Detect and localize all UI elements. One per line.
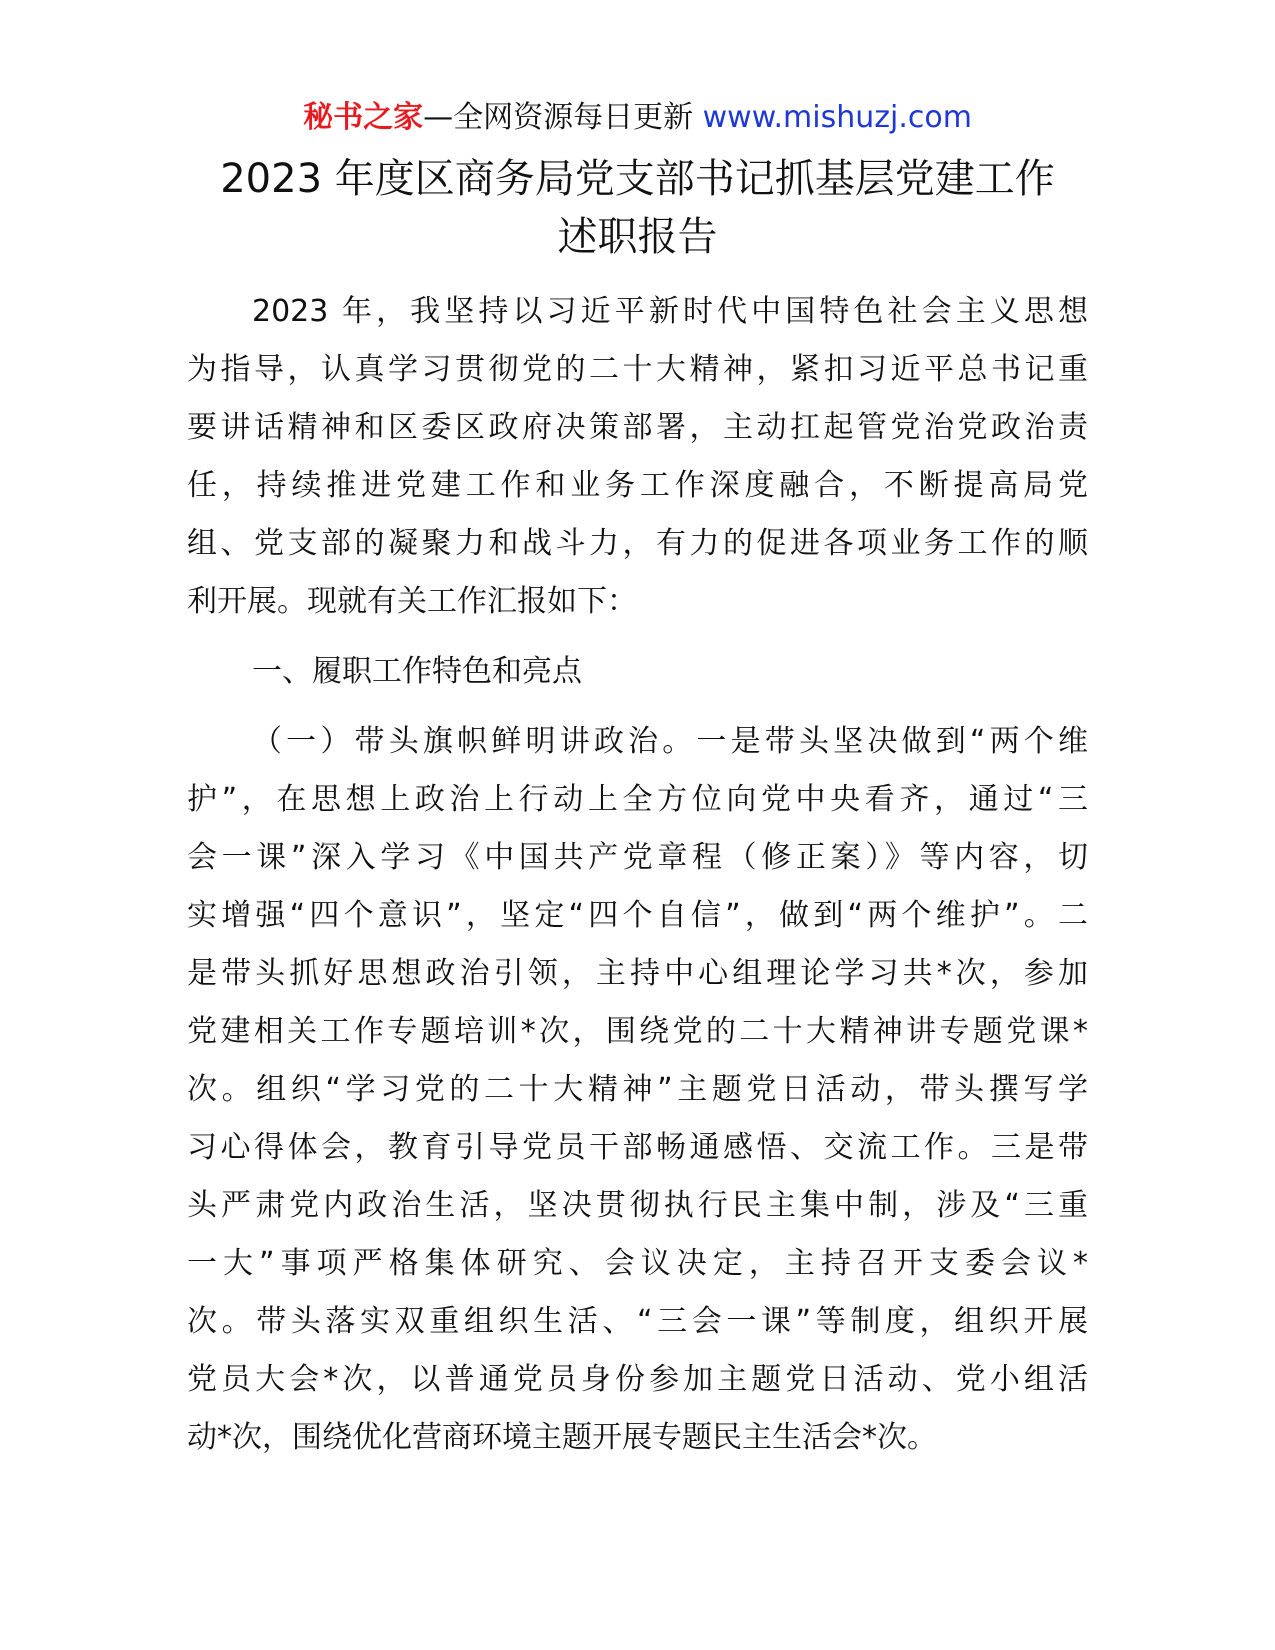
text-line: 次。组织“学习党的二十大精神”主题党日活动，带头撰写学 <box>187 1072 1088 1107</box>
text-line: 是带头抓好思想政治引领，主持中心组理论学习共*次，参加 <box>187 956 1088 991</box>
banner-url-link[interactable]: www.mishuzj.com <box>702 100 972 135</box>
banner-brand: 秘书之家 <box>303 100 424 135</box>
text-line: 2023 年，我坚持以习近平新时代中国特色社会主义思想 <box>252 294 1088 329</box>
section-paragraph <box>187 713 1088 1467</box>
text-line: 党员大会*次，以普通党员身份参加主题党日活动、党小组活 <box>187 1362 1088 1397</box>
document-title <box>0 150 1275 266</box>
intro-paragraph <box>187 283 1088 631</box>
banner-tagline: —全网资源每日更新 <box>423 100 694 135</box>
text-line: （一）带头旗帜鲜明讲政治。一是带头坚决做到“两个维 <box>252 724 1088 759</box>
text-line: 次。带头落实双重组织生活、“三会一课”等制度，组织开展 <box>187 1304 1088 1339</box>
text-line: 实增强“四个意识”，坚定“四个自信”，做到“两个维护”。二 <box>187 898 1088 933</box>
text-line: 任，持续推进党建工作和业务工作深度融合，不断提高局党 <box>187 468 1088 503</box>
text-line: 习心得体会，教育引导党员干部畅通感悟、交流工作。三是带 <box>187 1130 1088 1165</box>
document-body <box>187 283 1088 1467</box>
text-line: 会一课”深入学习《中国共产党章程（修正案）》等内容，切 <box>187 840 1088 875</box>
section-heading: 一、履职工作特色和亮点 <box>252 654 582 689</box>
text-line: 护”，在思想上政治上行动上全方位向党中央看齐，通过“三 <box>187 782 1088 817</box>
text-line: 组、党支部的凝聚力和战斗力，有力的促进各项业务工作的顺 <box>187 526 1088 561</box>
text-line: 一大”事项严格集体研究、会议决定，主持召开支委会议* <box>187 1246 1088 1281</box>
text-line: 党建相关工作专题培训*次，围绕党的二十大精神讲专题党课* <box>187 1014 1088 1049</box>
text-line: 为指导，认真学习贯彻党的二十大精神，紧扣习近平总书记重 <box>187 352 1088 387</box>
title-line-2: 述职报告 <box>557 214 718 260</box>
text-line: 动*次，围绕优化营商环境主题开展专题民主生活会*次。 <box>187 1420 937 1455</box>
title-line-1: 2023 年度区商务局党支部书记抓基层党建工作 <box>220 156 1055 202</box>
text-line: 利开展。现就有关工作汇报如下： <box>187 584 637 619</box>
text-line: 头严肃党内政治生活，坚决贯彻执行民主集中制，涉及“三重 <box>187 1188 1088 1223</box>
text-line: 要讲话精神和区委区政府决策部署，主动扛起管党治党政治责 <box>187 410 1088 445</box>
site-banner <box>0 98 1275 138</box>
